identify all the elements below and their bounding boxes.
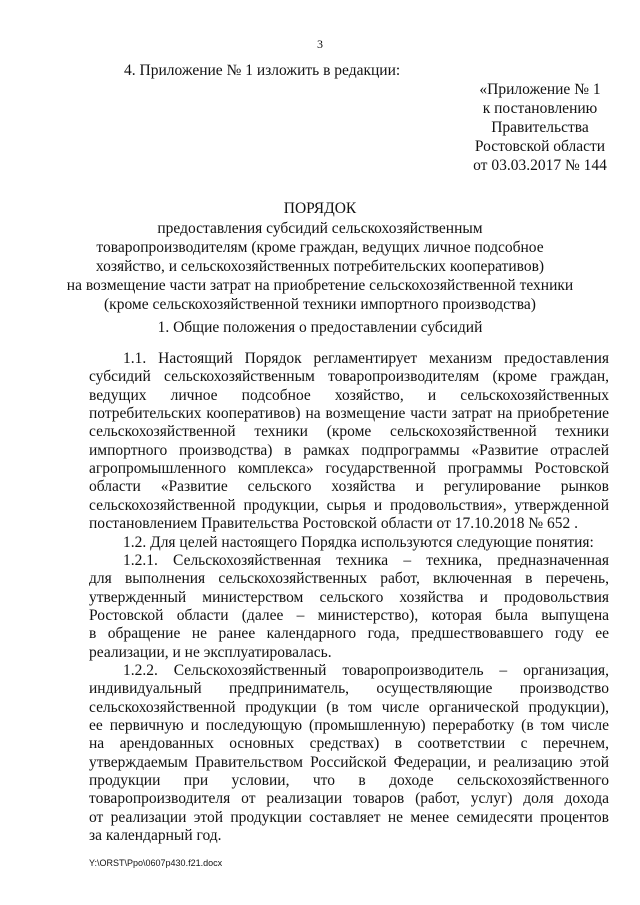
paragraph-line: Ростовской области (далее – министерство), которая была выпущена [89,607,609,625]
paragraph-1-1 [89,350,609,533]
paragraph-line: агропромышленного комплекса» государственной программы Ростовской [89,460,609,478]
paragraph-line: индивидуальный предприниматель, осуществляющие производство [89,680,609,698]
appendix-line: Правительства [491,119,589,136]
paragraph-line: области «Развитие сельского хозяйства и регулирование рынков [89,478,609,496]
paragraph-1-2 [89,534,609,552]
paragraph-line: сельскохозяйственной продукции, сырья и продовольствия», утвержденной [89,496,609,514]
paragraph-line: 1.2.1. Сельскохозяйственная техника – техника, предназначенная [123,552,609,569]
paragraph-line: на арендованных основных средствах) в соответствии с перечнем, [89,735,609,753]
appendix-header [440,80,640,175]
paragraph-line: постановлением Правительства Ростовской области от 17.10.2018 № 652 . [89,515,579,533]
page-number: 3 [317,37,323,51]
paragraph-line: для выполнения сельскохозяйственных работ, включенная в перечень, [89,570,609,588]
paragraph-line: от реализации этой продукции составляет не менее семидесяти процентов [89,808,609,826]
subtitle-line: хозяйство, и сельскохозяйственных потребительских кооперативов) [95,258,545,275]
section-heading: 1. Общие положения о предоставлении субсидий [157,319,483,336]
subtitle-line: товаропроизводителям (кроме граждан, ведущих личное подсобное [96,239,544,256]
subtitle-line: на возмещение части затрат на приобретение сельскохозяйственной техники [66,277,574,294]
subtitle-line: (кроме сельскохозяйственной техники импортного производства) [104,296,536,313]
appendix-line: Ростовской области [474,138,606,155]
paragraph-line: 1.1. Настоящий Порядок регламентирует механизм предоставления [123,350,609,367]
paragraph-line: ведущих личное подсобное хозяйство, и сельскохозяйственных [89,386,609,404]
paragraph-line: товаропроизводителя от реализации товаров (работ, услуг) доля дохода [89,790,609,808]
paragraph-1-2-2 [89,662,609,845]
paragraph-line: утвержденный министерством сельского хозяйства и продовольствия [89,588,609,606]
paragraph-1-2-1 [89,552,609,662]
paragraph-line: сельскохозяйственной продукции (в том числе органической продукции), [89,698,609,716]
paragraph-line: в обращение не ранее календарного года, предшествовавшего году ее [89,625,609,643]
paragraph-line: продукции при условии, что в доходе сельскохозяйственного [89,772,609,790]
paragraph-line: субсидий сельскохозяйственным товаропроизводителям (кроме граждан, [89,368,609,386]
document-title: ПОРЯДОК [283,200,357,217]
paragraph-line: 1.2.2. Сельскохозяйственный товаропроизводитель – организация, [123,662,609,679]
appendix-line: «Приложение № 1 [479,81,601,98]
paragraph-line: за календарный год. [89,827,222,845]
paragraph-line: сельскохозяйственной техники (кроме сельскохозяйственной техники [89,423,609,441]
subtitle-line: предоставления субсидий сельскохозяйственным [157,220,483,237]
paragraph-line: ее первичную и последующую (промышленную) переработку (в том числе [89,717,609,735]
paragraph-line: утверждаемым Правительством Российской Федерации, и реализацию этой [89,753,609,771]
paragraph-line: 1.2. Для целей настоящего Порядка используются следующие понятия: [123,533,594,551]
item-4-text: 4. Приложение № 1 изложить в редакции: [124,62,401,79]
paragraph-line: реализации, и не эксплуатировалась. [89,643,332,661]
document-subtitle [0,219,640,314]
file-path-footer: Y:\ORST\Ppo\0607p430.f21.docx [89,858,223,868]
paragraph-line: импортного производства) в рамках подпрограммы «Развитие отраслей [89,441,609,459]
paragraph-line: потребительских кооперативов) на возмещение части затрат на приобретение [89,405,609,423]
appendix-line: к постановлению [482,100,598,117]
appendix-line: от 03.03.2017 № 144 [473,157,607,174]
